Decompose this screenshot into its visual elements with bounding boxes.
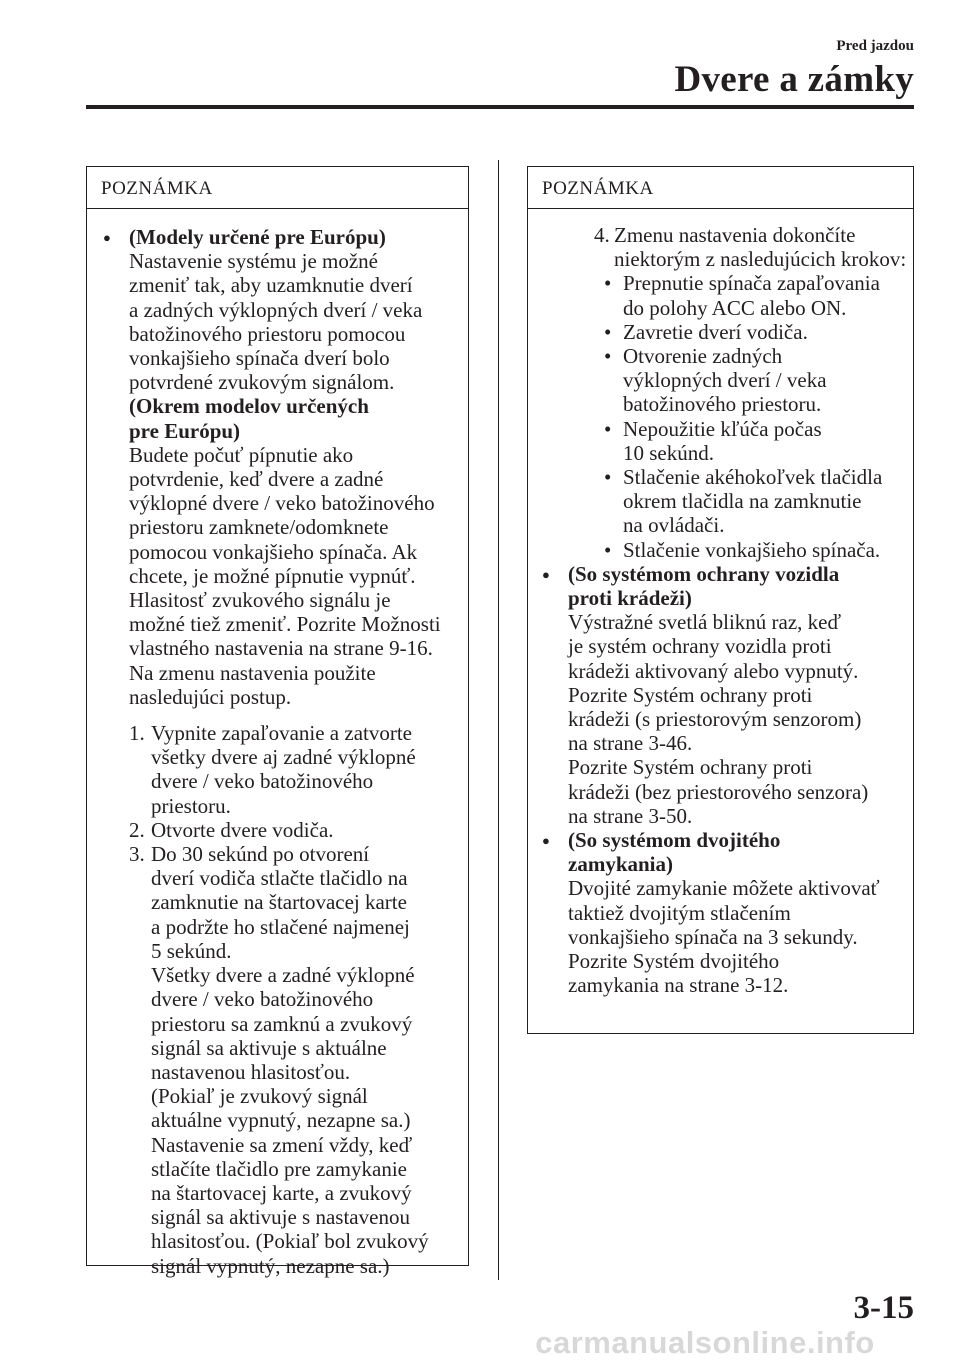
text-line: na ovládači. bbox=[623, 513, 725, 538]
step-number: 2. bbox=[129, 817, 145, 842]
text-line: všetky dvere aj zadné výklopné bbox=[151, 745, 416, 770]
text-line: zamykania) bbox=[568, 852, 673, 877]
text-line: 10 sekúnd. bbox=[623, 440, 714, 465]
text-line: Nastavenie systému je možné bbox=[129, 249, 379, 274]
text-line: batožinového priestoru pomocou bbox=[129, 321, 406, 346]
text-line: (Pokiaľ je zvukový signál bbox=[151, 1084, 368, 1109]
text-line: Hlasitosť zvukového signálu je bbox=[129, 588, 391, 613]
sub-list-item bbox=[538, 271, 905, 319]
text-line: dverí vodiča stlačte tlačidlo na bbox=[151, 866, 408, 891]
note-box-left bbox=[86, 166, 469, 1278]
text-line: ● (So systémom ochrany vozidla bbox=[568, 561, 840, 586]
text-line: potvrdené zvukovým signálom. bbox=[129, 370, 395, 395]
step-number: 1. bbox=[129, 721, 145, 746]
text-line: stlačíte tlačidlo pre zamykanie bbox=[151, 1156, 407, 1181]
sub-list-item bbox=[538, 465, 905, 538]
text-line: Prepnutie spínača zapaľovania bbox=[623, 271, 880, 296]
text-line: Pozrite Systém ochrany proti bbox=[568, 755, 813, 780]
bullet-item bbox=[99, 225, 460, 709]
text-line: priestoru sa zamknú a zvukový bbox=[151, 1011, 413, 1036]
sub-list-item bbox=[538, 320, 905, 344]
text-line: signál vypnutý, nezapne sa.) bbox=[151, 1253, 390, 1278]
note-heading: POZNÁMKA bbox=[528, 167, 913, 209]
text-line: krádeži aktivovaný alebo vypnutý. bbox=[568, 658, 859, 683]
text-line: krádeži (bez priestorového senzora) bbox=[568, 779, 869, 804]
text-line: krádeži (s priestorovým senzorom) bbox=[568, 707, 862, 732]
running-header-section: Pred jazdou bbox=[836, 38, 914, 54]
text-line: na strane 3-50. bbox=[568, 803, 693, 828]
step-list bbox=[538, 223, 905, 562]
list-item bbox=[99, 818, 460, 842]
text-line: a podržte ho stlačené najmenej bbox=[151, 914, 410, 939]
text-line: zamknutie na štartovacej karte bbox=[151, 890, 407, 915]
text-line: Pozrite Systém dvojitého bbox=[568, 949, 780, 974]
text-line: možné tiež zmeniť. Pozrite Možnosti bbox=[129, 612, 441, 637]
step-number: 4. bbox=[594, 223, 610, 247]
text-line: Všetky dvere a zadné výklopné bbox=[151, 963, 415, 988]
text-line: priestoru. bbox=[151, 793, 231, 818]
text-line: Výstražné svetlá bliknú raz, keď bbox=[568, 610, 842, 635]
text-line: proti krádeži) bbox=[568, 586, 692, 611]
bullet-item bbox=[538, 828, 905, 997]
text-line: Zmenu nastavenia dokončíte bbox=[614, 223, 856, 247]
text-line: pre Európu) bbox=[129, 418, 241, 443]
text-line: pomocou vonkajšieho spínača. Ak bbox=[129, 539, 418, 564]
text-line: vonkajšieho spínača na 3 sekundy. bbox=[568, 924, 858, 949]
bullet-list bbox=[538, 562, 905, 998]
bullet-dot-icon: • bbox=[604, 416, 612, 441]
text-line: Zavretie dverí vodiča. bbox=[623, 319, 808, 344]
text-line: Nepoužitie kľúča počas bbox=[623, 416, 822, 441]
text-line: ● (So systémom dvojitého bbox=[568, 828, 781, 853]
bullet-dot-icon: • bbox=[604, 465, 612, 490]
bullet-dot-icon: • bbox=[604, 271, 612, 296]
text-line: Na zmenu nastavenia použite bbox=[129, 660, 376, 685]
text-line: zamykania na strane 3-12. bbox=[568, 973, 789, 998]
note-body bbox=[528, 209, 913, 998]
text-line: Otvorte dvere vodiča. bbox=[151, 817, 334, 842]
text-line: Vypnite zapaľovanie a zatvorte bbox=[151, 721, 412, 746]
text-line: chcete, je možné pípnutie vypnúť. bbox=[129, 563, 416, 588]
text-line: vlastného nastavenia na strane 9-16. bbox=[129, 636, 433, 661]
text-line: do polohy ACC alebo ON. bbox=[623, 295, 847, 320]
text-line: aktuálne vypnutý, nezapne sa.) bbox=[151, 1108, 411, 1133]
sub-list-item bbox=[538, 344, 905, 417]
text-line: dvere / veko batožinového bbox=[151, 769, 374, 794]
list-item bbox=[99, 721, 460, 818]
list-item bbox=[99, 842, 460, 1278]
text-line: a zadných výklopných dverí / veka bbox=[129, 297, 423, 322]
text-line: niektorým z nasledujúcich krokov: bbox=[614, 247, 907, 272]
step-list bbox=[99, 721, 460, 1278]
text-line: Pozrite Systém ochrany proti bbox=[568, 682, 813, 707]
bullet-dot-icon: • bbox=[604, 344, 612, 369]
text-line: Stlačenie vonkajšieho spínača. bbox=[623, 537, 881, 562]
list-item bbox=[538, 223, 905, 271]
text-line: Dvojité zamykanie môžete aktivovať bbox=[568, 876, 880, 901]
text-line: dvere / veko batožinového bbox=[151, 987, 374, 1012]
note-box-right bbox=[527, 166, 914, 1034]
bullet-item bbox=[538, 562, 905, 828]
text-line: hlasitosťou. (Pokiaľ bol zvukový bbox=[151, 1229, 429, 1254]
bullet-dot-icon: • bbox=[604, 319, 612, 344]
text-line: nastavenou hlasitosťou. bbox=[151, 1059, 351, 1084]
text-line: batožinového priestoru. bbox=[623, 392, 822, 417]
text-line: je systém ochrany vozidla proti bbox=[568, 634, 832, 659]
text-line: Nastavenie sa zmení vždy, keď bbox=[151, 1132, 413, 1157]
text-line: na strane 3-46. bbox=[568, 731, 693, 756]
page-number: 3-15 bbox=[853, 1290, 914, 1326]
text-line: signál sa aktivuje s aktuálne bbox=[151, 1035, 387, 1060]
text-line: taktiež dvojitým stlačením bbox=[568, 900, 791, 925]
text-line: (Okrem modelov určených bbox=[129, 394, 369, 419]
text-line: potvrdenie, keď dvere a zadné bbox=[129, 467, 384, 492]
footer-watermark: carmanualsonline.info bbox=[535, 1325, 875, 1360]
text-line: výklopných dverí / veka bbox=[623, 368, 827, 393]
sub-list-item bbox=[538, 538, 905, 562]
text-line: signál sa aktivuje s nastavenou bbox=[151, 1205, 410, 1230]
note-body bbox=[87, 209, 468, 1278]
note-heading: POZNÁMKA bbox=[87, 167, 468, 209]
text-line: nasledujúci postup. bbox=[129, 684, 292, 709]
text-line: Stlačenie akéhokoľvek tlačidla bbox=[623, 465, 883, 490]
text-line: ● (Modely určené pre Európu) bbox=[129, 225, 386, 249]
text-line: okrem tlačidla na zamknutie bbox=[623, 489, 862, 514]
text-line: Do 30 sekúnd po otvorení bbox=[151, 842, 370, 867]
header-rule bbox=[86, 105, 914, 109]
text-line: Budete počuť pípnutie ako bbox=[129, 442, 354, 467]
text-line: priestoru zamknete/odomknete bbox=[129, 515, 389, 540]
sub-list-item bbox=[538, 417, 905, 465]
text-line: vonkajšieho spínača dverí bolo bbox=[129, 346, 390, 371]
page-title: Dvere a zámky bbox=[674, 59, 914, 100]
text-line: Otvorenie zadných bbox=[623, 344, 783, 369]
column-divider bbox=[498, 160, 499, 1280]
step-number: 3. bbox=[129, 842, 145, 867]
text-line: výklopné dvere / veko batožinového bbox=[129, 491, 435, 516]
text-line: zmeniť tak, aby uzamknutie dverí bbox=[129, 273, 413, 298]
bullet-dot-icon: • bbox=[604, 537, 612, 562]
text-line: 5 sekúnd. bbox=[151, 938, 232, 963]
text-line: na štartovacej karte, a zvukový bbox=[151, 1180, 412, 1205]
